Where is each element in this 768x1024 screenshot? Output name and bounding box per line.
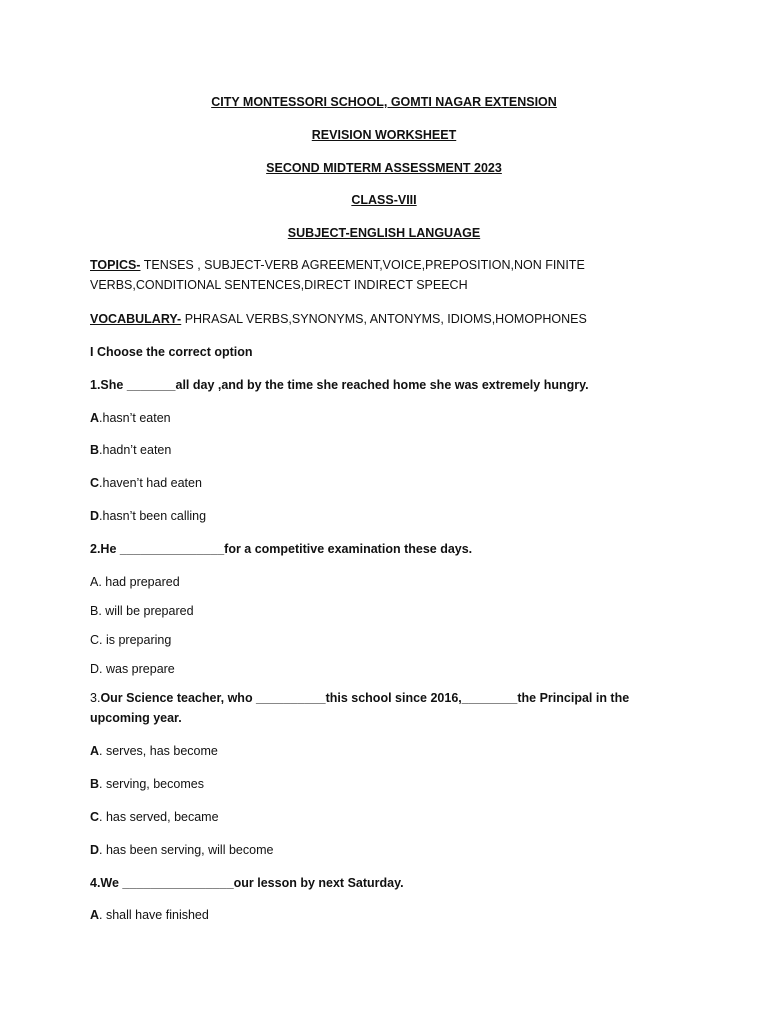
- question-2-option-d: D. was prepare: [90, 662, 175, 676]
- school-name: CITY MONTESSORI SCHOOL, GOMTI NAGAR EXTENSION: [211, 95, 557, 109]
- worksheet-title: REVISION WORKSHEET: [311, 128, 457, 142]
- question-4-stem: 4.We ________________our lesson by next Saturday.: [90, 876, 404, 890]
- question-3-option-a: A. serves, has become: [90, 744, 218, 758]
- question-4-option-a: A. shall have finished: [90, 908, 209, 922]
- subject-heading: SUBJECT-ENGLISH LANGUAGE: [287, 226, 481, 240]
- question-1-stem: 1.She _______all day ,and by the time she reached home she was extremely hungry.: [90, 378, 589, 392]
- question-1-option-d: D.hasn’t been calling: [90, 509, 207, 523]
- question-2-option-c: C. is preparing: [90, 633, 172, 647]
- question-1-option-b: B.hadn’t eaten: [90, 443, 172, 457]
- question-1-option-c: C.haven’t had eaten: [90, 476, 202, 490]
- assessment-title: SECOND MIDTERM ASSESSMENT 2023: [266, 161, 502, 175]
- vocabulary-label: VOCABULARY-: [90, 312, 182, 326]
- question-2-option-b: B. will be prepared: [90, 604, 194, 618]
- class-heading: CLASS-VIII: [351, 193, 417, 207]
- vocabulary-paragraph: [90, 311, 587, 327]
- question-1-option-a: A.hasn’t eaten: [90, 411, 171, 425]
- question-3-option-c: C. has served, became: [90, 810, 219, 824]
- question-3-option-d: D. has been serving, will become: [90, 843, 274, 857]
- question-3-option-b: B. serving, becomes: [90, 777, 204, 791]
- topics-label: TOPICS-: [90, 258, 141, 272]
- topics-text: TENSES , SUBJECT-VERB AGREEMENT,VOICE,PREPOSITION,NON FINITE VERBS,CONDITIONAL SENTENCES,DIRECT INDIRECT SPEECH: [90, 258, 585, 292]
- vocabulary-text: PHRASAL VERBS,SYNONYMS, ANTONYMS, IDIOMS,HOMOPHONES: [181, 312, 587, 326]
- question-2-option-a: A. had prepared: [90, 575, 180, 589]
- question-2-stem: 2.He _______________for a competitive examination these days.: [90, 542, 473, 556]
- section-heading: I Choose the correct option: [90, 345, 253, 359]
- question-3-stem: 3.Our Science teacher, who __________this school since 2016,________the Principal in the upcoming year.: [90, 691, 630, 725]
- topics-paragraph: [90, 256, 690, 295]
